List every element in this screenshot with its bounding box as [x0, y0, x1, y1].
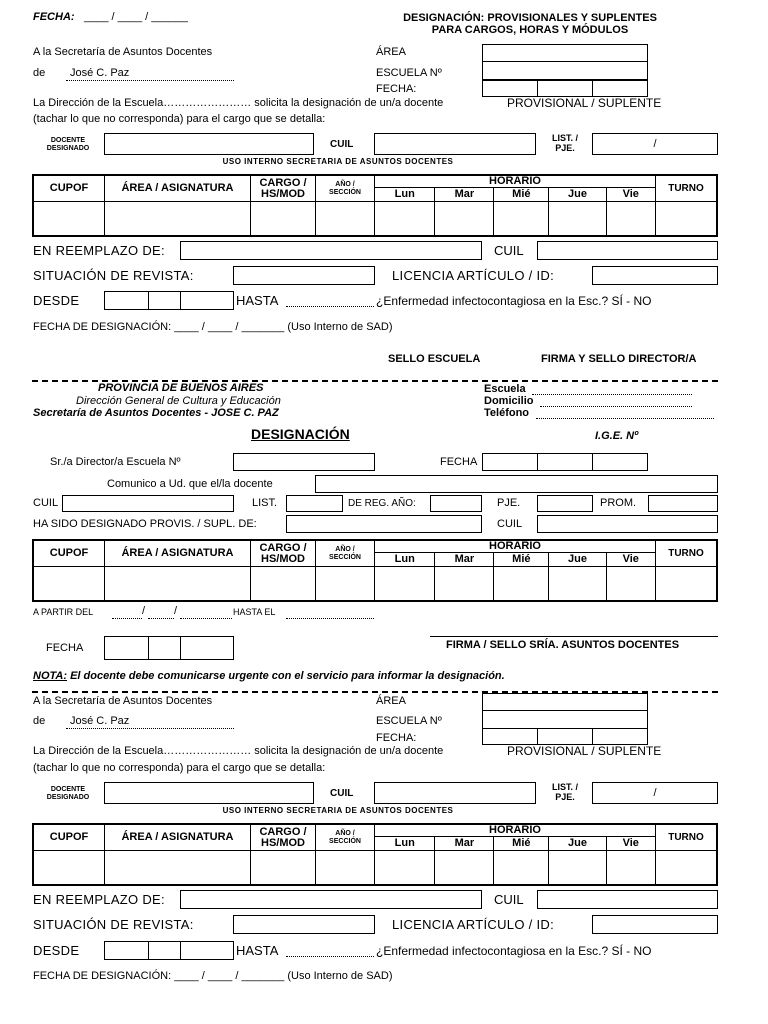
cargo-table-1 — [32, 174, 718, 237]
escuela-header-label: Escuela — [484, 383, 526, 395]
fecha-month-field[interactable] — [537, 80, 593, 97]
firma-sria-label: FIRMA / SELLO SRÍA. ASUNTOS DOCENTES — [446, 639, 680, 651]
direccion-general-label: Dirección General de Cultura y Educación — [76, 395, 281, 407]
area-cell[interactable] — [105, 567, 251, 602]
direccion-text: La Dirección de la Escuela…………………… solicita la designación de un/a docente — [33, 97, 444, 109]
day-header-mie: Mié — [494, 837, 549, 851]
list-pje-field[interactable]: / — [592, 133, 718, 155]
escuela-label-2: ESCUELA Nº — [376, 715, 442, 727]
docente-field-2[interactable] — [104, 782, 314, 804]
situacion-label-2: SITUACIÓN DE REVISTA: — [33, 917, 194, 932]
cupof-header: CUPOF — [33, 824, 105, 851]
prov-supl-text: PROVISIONAL / SUPLENTE — [507, 96, 662, 110]
day-header-mie: Mié — [494, 188, 549, 202]
lun-cell[interactable] — [375, 851, 435, 886]
firma-sria-line[interactable] — [430, 636, 718, 637]
fecha-sol-label-2: FECHA: — [376, 732, 417, 744]
distrito-line-2 — [66, 728, 234, 729]
fecha-des-label: FECHA — [440, 456, 478, 468]
fecha-day-field-2[interactable] — [482, 728, 538, 745]
cupof-cell[interactable] — [33, 851, 105, 886]
horario-header: HORARIO — [375, 175, 656, 188]
fecha-blank[interactable]: ____ / ____ / ______ — [84, 11, 188, 23]
day-header-mar: Mar — [435, 553, 494, 567]
cuil2-label-2: CUIL — [494, 892, 524, 907]
domicilio-line[interactable] — [540, 406, 692, 407]
mie-cell[interactable] — [494, 851, 549, 886]
fecha2-label: FECHA — [46, 642, 84, 654]
a-partir-slash-1: / — [142, 605, 146, 617]
cuil2-field[interactable] — [537, 241, 718, 260]
cargo-header: CARGO / HS/MOD — [251, 540, 316, 567]
comunico-label: Comunico a Ud. que el/la docente — [107, 478, 273, 490]
day-header-vie: Vie — [606, 553, 655, 567]
cuil-des2-label: CUIL — [497, 518, 523, 530]
jue-cell[interactable] — [549, 851, 606, 886]
escuela-field-2[interactable] — [482, 710, 648, 729]
secretaria-label: A la Secretaría de Asuntos Docentes — [33, 46, 213, 58]
fecha-des-month[interactable] — [537, 453, 593, 471]
area-label: ÁREA — [376, 46, 406, 58]
anio-cell[interactable] — [316, 567, 375, 602]
area-header: ÁREA / ASIGNATURA — [105, 540, 251, 567]
comunico-field[interactable] — [315, 475, 718, 493]
area-header: ÁREA / ASIGNATURA — [105, 175, 251, 202]
uso-interno-label-2: USO INTERNO SECRETARIA DE ASUNTOS DOCENTES — [222, 806, 454, 815]
vie-cell[interactable] — [606, 567, 655, 602]
a-partir-line-1[interactable] — [112, 618, 142, 619]
day-header-lun: Lun — [375, 553, 435, 567]
uso-interno-label: USO INTERNO SECRETARIA DE ASUNTOS DOCENTES — [222, 157, 454, 166]
enfermedad-text-2: ¿Enfermedad infectocontagiosa en la Esc.? SÍ - NO — [376, 944, 652, 958]
secretaria-header: Secretaría de Asuntos Docentes - JOSE C. PAZ — [33, 407, 279, 419]
docente-designado-label-2: DOCENTE DESIGNADO — [46, 786, 90, 801]
cuil-des2-field[interactable] — [537, 515, 718, 533]
vie-cell[interactable] — [606, 202, 655, 237]
cargo-header: CARGO / HS/MOD — [251, 175, 316, 202]
prom-field[interactable] — [648, 495, 718, 512]
direccion-text-2: La Dirección de la Escuela…………………… solicita la designación de un/a docente — [33, 745, 444, 757]
telefono-line[interactable] — [536, 418, 714, 419]
vie-cell[interactable] — [606, 851, 655, 886]
area-field[interactable] — [482, 44, 648, 62]
list-pje-label-2: LIST. / PJE. — [551, 782, 578, 802]
telefono-label: Teléfono — [484, 407, 530, 419]
pje-des-label: PJE. — [497, 497, 521, 509]
cupof-header: CUPOF — [33, 540, 105, 567]
anio-header: AÑO / SECCIÓN — [316, 175, 375, 202]
desde-month[interactable] — [148, 291, 181, 310]
cargo-header: CARGO / HS/MOD — [251, 824, 316, 851]
fecha-year-field-2[interactable] — [592, 728, 648, 745]
reemplazo-field[interactable] — [180, 241, 482, 260]
licencia-label-2: LICENCIA ARTÍCULO / ID: — [392, 917, 554, 932]
cuil-field-2[interactable] — [374, 782, 536, 804]
mar-cell[interactable] — [435, 567, 494, 602]
turno-header: TURNO — [656, 540, 718, 567]
day-header-vie: Vie — [606, 837, 655, 851]
escuela-field[interactable] — [482, 61, 648, 80]
turno-cell[interactable] — [656, 202, 718, 237]
fecha-year-field[interactable] — [592, 80, 648, 97]
area-header: ÁREA / ASIGNATURA — [105, 824, 251, 851]
sello-escuela-label: SELLO ESCUELA — [388, 353, 481, 365]
cargo-table-3 — [32, 823, 718, 886]
fecha-label: FECHA: — [33, 11, 75, 23]
firma-director-label: FIRMA Y SELLO DIRECTOR/A — [541, 353, 697, 365]
cuil2-label: CUIL — [494, 243, 524, 258]
turno-header: TURNO — [656, 824, 718, 851]
form-title-line1: DESIGNACIÓN: PROVISIONALES Y SUPLENTES — [403, 12, 657, 24]
tachar-text: (tachar lo que no corresponda) para el cargo que se detalla: — [33, 113, 326, 125]
a-partir-line-3[interactable] — [180, 618, 232, 619]
escuela-header-line[interactable] — [532, 394, 692, 395]
a-partir-label: A PARTIR DEL — [33, 607, 94, 617]
turno-cell[interactable] — [656, 567, 718, 602]
reemplazo-label-2: EN REEMPLAZO DE: — [33, 892, 165, 907]
designado-field[interactable] — [286, 515, 482, 533]
anio-header: AÑO / SECCIÓN — [316, 824, 375, 851]
mar-cell[interactable] — [435, 851, 494, 886]
form-title-line2: PARA CARGOS, HORAS Y MÓDULOS — [431, 24, 629, 36]
nota-label: NOTA: — [33, 670, 68, 682]
cargo-table-2 — [32, 539, 718, 602]
hasta-label-2: HASTA — [236, 943, 279, 958]
designado-label: HA SIDO DESIGNADO PROVIS. / SUPL. DE: — [33, 518, 257, 530]
licencia-field-2[interactable] — [592, 915, 718, 934]
cupof-header: CUPOF — [33, 175, 105, 202]
cuil-field[interactable] — [374, 133, 536, 155]
domicilio-label: Domicilio — [484, 395, 534, 407]
nota-text: El docente debe comunicarse urgente con el servicio para informar la designación. — [67, 670, 505, 682]
enfermedad-text: ¿Enfermedad infectocontagiosa en la Esc.? SÍ - NO — [376, 294, 652, 308]
distrito-line — [66, 80, 234, 81]
a-partir-slash-2: / — [174, 605, 178, 617]
day-header-mar: Mar — [435, 837, 494, 851]
reemplazo-label: EN REEMPLAZO DE: — [33, 243, 165, 258]
de-label: de — [33, 67, 46, 79]
cuil-des-field[interactable] — [62, 495, 234, 512]
list-des-field[interactable] — [286, 495, 343, 512]
escuela-label: ESCUELA Nº — [376, 67, 442, 79]
day-header-lun: Lun — [375, 188, 435, 202]
list-des-label: LIST. — [252, 497, 278, 509]
licencia-label: LICENCIA ARTÍCULO / ID: — [392, 268, 554, 283]
jue-cell[interactable] — [549, 202, 606, 237]
provincia-label: PROVINCIA DE BUENOS AIRES — [98, 382, 264, 394]
area-field-2[interactable] — [482, 693, 648, 711]
day-header-jue: Jue — [549, 837, 606, 851]
hasta-line[interactable] — [286, 306, 374, 307]
day-header-vie: Vie — [606, 188, 655, 202]
reemplazo-field-2[interactable] — [180, 890, 482, 909]
list-pje-field-2[interactable]: / — [592, 782, 718, 804]
day-header-jue: Jue — [549, 553, 606, 567]
fecha2-year[interactable] — [180, 636, 234, 660]
cuil2-field-2[interactable] — [537, 890, 718, 909]
docente-field[interactable] — [104, 133, 314, 155]
desde-year[interactable] — [180, 291, 234, 310]
area-label-2: ÁREA — [376, 695, 406, 707]
nota — [33, 670, 505, 682]
hasta-el-label: HASTA EL — [233, 607, 276, 617]
fecha-designacion-text: FECHA DE DESIGNACIÓN: ____ / ____ / _______ (Uso Interno de SAD) — [33, 321, 393, 333]
lun-cell[interactable] — [375, 567, 435, 602]
cargo-cell[interactable] — [251, 851, 316, 886]
desde-day[interactable] — [104, 291, 149, 310]
cupof-cell[interactable] — [33, 567, 105, 602]
horario-header: HORARIO — [375, 540, 656, 553]
anio-header: AÑO / SECCIÓN — [316, 540, 375, 567]
director-escuela-field[interactable] — [233, 453, 375, 471]
turno-cell[interactable] — [656, 851, 718, 886]
fecha-sol-label: FECHA: — [376, 83, 417, 95]
designacion-title: DESIGNACIÓN — [251, 426, 350, 442]
day-header-mar: Mar — [435, 188, 494, 202]
ige-label: I.G.E. Nº — [595, 430, 639, 442]
lun-cell[interactable] — [375, 202, 435, 237]
fecha-designacion-text-2: FECHA DE DESIGNACIÓN: ____ / ____ / _______ (Uso Interno de SAD) — [33, 970, 393, 982]
distrito-value-2: José C. Paz — [70, 715, 130, 727]
fecha-des-day[interactable] — [482, 453, 538, 471]
director-label: Sr./a Director/a Escuela Nº — [50, 456, 181, 468]
desde-label: DESDE — [33, 293, 80, 308]
licencia-field[interactable] — [592, 266, 718, 285]
turno-header: TURNO — [656, 175, 718, 202]
desde-year-2[interactable] — [180, 941, 234, 960]
prov-supl-text-2: PROVISIONAL / SUPLENTE — [507, 744, 662, 758]
desde-day-2[interactable] — [104, 941, 149, 960]
distrito-value: José C. Paz — [70, 67, 130, 79]
fecha2-month[interactable] — [148, 636, 181, 660]
fecha-day-field[interactable] — [482, 80, 538, 97]
area-cell[interactable] — [105, 202, 251, 237]
docente-designado-label: DOCENTE DESIGNADO — [46, 137, 90, 152]
area-cell[interactable] — [105, 851, 251, 886]
situacion-field-2[interactable] — [233, 915, 375, 934]
mar-cell[interactable] — [435, 202, 494, 237]
anio-cell[interactable] — [316, 202, 375, 237]
reg-field[interactable] — [430, 495, 482, 512]
mie-cell[interactable] — [494, 202, 549, 237]
day-header-jue: Jue — [549, 188, 606, 202]
fecha-des-year[interactable] — [592, 453, 648, 471]
mie-cell[interactable] — [494, 567, 549, 602]
secretaria-label-2: A la Secretaría de Asuntos Docentes — [33, 695, 213, 707]
fecha-month-field-2[interactable] — [537, 728, 593, 745]
cuil-label: CUIL — [330, 139, 354, 150]
cuil-label-2: CUIL — [330, 788, 354, 799]
tachar-text-2: (tachar lo que no corresponda) para el cargo que se detalla: — [33, 762, 326, 774]
desde-label-2: DESDE — [33, 943, 80, 958]
prom-label: PROM. — [600, 497, 637, 509]
cupof-cell[interactable] — [33, 202, 105, 237]
situacion-field[interactable] — [233, 266, 375, 285]
situacion-label: SITUACIÓN DE REVISTA: — [33, 268, 194, 283]
de-label-2: de — [33, 715, 46, 727]
horario-header: HORARIO — [375, 824, 656, 837]
hasta-line-2[interactable] — [286, 956, 374, 957]
jue-cell[interactable] — [549, 567, 606, 602]
anio-cell[interactable] — [316, 851, 375, 886]
reg-label: DE REG. AÑO: — [348, 498, 416, 509]
cargo-cell[interactable] — [251, 567, 316, 602]
day-header-lun: Lun — [375, 837, 435, 851]
list-pje-label: LIST. / PJE. — [551, 133, 578, 153]
desde-month-2[interactable] — [148, 941, 181, 960]
pje-des-field[interactable] — [537, 495, 593, 512]
hasta-label: HASTA — [236, 293, 279, 308]
cuil-des-label: CUIL — [33, 497, 59, 509]
hasta-el-line[interactable] — [286, 618, 374, 619]
cargo-cell[interactable] — [251, 202, 316, 237]
day-header-mie: Mié — [494, 553, 549, 567]
fecha2-day[interactable] — [104, 636, 149, 660]
a-partir-line-2[interactable] — [148, 618, 174, 619]
